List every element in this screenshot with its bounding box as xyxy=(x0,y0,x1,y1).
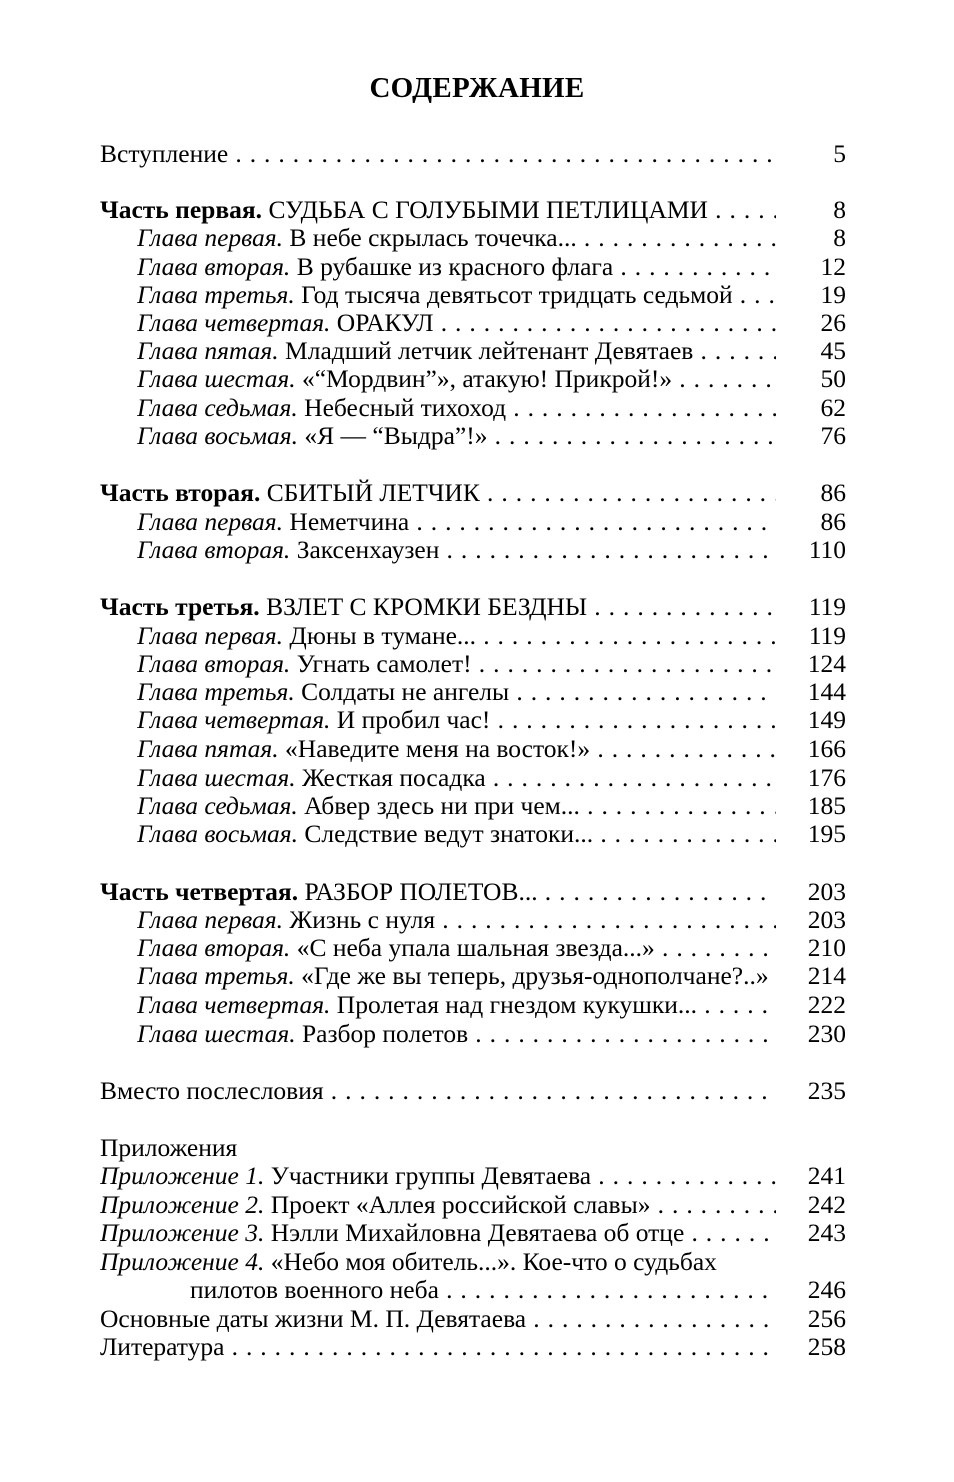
entry-text: Вступление xyxy=(100,139,229,168)
part-label: Часть третья. xyxy=(100,592,260,621)
toc-chapter xyxy=(137,280,846,310)
page-number: 149 xyxy=(807,705,846,734)
page-number: 246 xyxy=(807,1275,846,1304)
page-number: 119 xyxy=(808,621,846,650)
part-label: Часть первая. xyxy=(100,195,263,224)
page-number: 214 xyxy=(807,961,846,990)
entry-text: Основные даты жизни М. П. Девятаева xyxy=(100,1304,527,1333)
part-label: Часть вторая. xyxy=(100,478,261,507)
toc-chapter xyxy=(137,1019,846,1049)
page-number: 144 xyxy=(807,677,846,706)
entry-text: И пробил час! xyxy=(336,705,491,734)
page-number: 12 xyxy=(820,252,846,281)
entry-text: «Небо моя обитель...». Кое-что о судьбах xyxy=(270,1247,717,1276)
entry-text: Вместо послесловия xyxy=(100,1076,324,1105)
toc-chapter xyxy=(137,308,846,338)
chapter-label: Глава четвертая. xyxy=(137,990,331,1019)
chapter-label: Глава третья. xyxy=(137,961,295,990)
entry-text: Проект «Аллея российской славы» xyxy=(270,1190,651,1219)
entry-text: ОРАКУЛ xyxy=(336,308,434,337)
chapter-label: Глава пятая. xyxy=(137,734,279,763)
appendix-label: Приложение 1. xyxy=(100,1161,265,1190)
page-number: 86 xyxy=(820,478,846,507)
chapter-label: Глава вторая. xyxy=(137,535,291,564)
entry-text: СБИТЫЙ ЛЕТЧИК xyxy=(266,478,480,507)
toc-chapter xyxy=(137,364,846,394)
toc-part xyxy=(100,877,846,907)
appendix-label: Приложение 3. xyxy=(100,1218,265,1247)
page-number: 45 xyxy=(820,336,846,365)
page-number: 235 xyxy=(807,1076,846,1105)
toc-chapter xyxy=(137,763,846,793)
appendix-label: Приложение 2. xyxy=(100,1190,265,1219)
toc-chapter xyxy=(137,421,846,451)
page-number: 166 xyxy=(807,734,846,763)
chapter-label: Глава первая. xyxy=(137,223,284,252)
page-number: 242 xyxy=(807,1190,846,1219)
entry-text: Небесный тихоход xyxy=(304,393,507,422)
page-number: 19 xyxy=(820,280,846,309)
toc-chapter xyxy=(137,905,846,935)
page-number: 119 xyxy=(808,592,846,621)
chapter-label: Глава восьмая. xyxy=(137,421,299,450)
page-number: 110 xyxy=(808,535,846,564)
page-number: 86 xyxy=(820,507,846,536)
chapter-label: Глава третья. xyxy=(137,677,295,706)
entry-text: Абвер здесь ни при чем... xyxy=(304,791,580,820)
entry-text: Следствие ведут знатоки... xyxy=(304,819,594,848)
toc-chapter xyxy=(137,933,846,963)
entry-text: Приложения xyxy=(100,1133,238,1162)
page-number: 62 xyxy=(820,393,846,422)
page-number: 124 xyxy=(807,649,846,678)
page-number: 203 xyxy=(807,877,846,906)
page-number: 256 xyxy=(807,1304,846,1333)
page-number: 50 xyxy=(820,364,846,393)
page-number: 26 xyxy=(820,308,846,337)
page-number: 203 xyxy=(807,905,846,934)
chapter-label: Глава шестая. xyxy=(137,364,296,393)
toc-chapter xyxy=(137,791,846,821)
entry-text: «С неба упала шальная звезда...» xyxy=(296,933,655,962)
entry-text: «“Мордвин”», атакую! Прикрой!» xyxy=(301,364,673,393)
page-number: 8 xyxy=(833,195,846,224)
entry-text: ВЗЛЕТ С КРОМКИ БЕЗДНЫ xyxy=(266,592,588,621)
toc-appendix-continuation xyxy=(190,1275,846,1305)
appendix-label: Приложение 4. xyxy=(100,1247,265,1276)
entry-text: Младший летчик лейтенант Девятаев xyxy=(285,336,694,365)
page-number: 222 xyxy=(807,990,846,1019)
entry-text: «Наведите меня на восток!» xyxy=(285,734,591,763)
entry-text: СУДЬБА С ГОЛУБЫМИ ПЕТЛИЦАМИ xyxy=(268,195,708,224)
toc-appendix xyxy=(100,1161,846,1191)
toc-part xyxy=(100,195,846,225)
toc-appendix xyxy=(100,1247,846,1277)
chapter-label: Глава седьмая. xyxy=(137,791,298,820)
page-number: 258 xyxy=(807,1332,846,1361)
toc-chapter xyxy=(137,535,846,565)
entry-text: Жесткая посадка xyxy=(301,763,486,792)
toc-appendix xyxy=(100,1218,846,1248)
entry-text: Год тысяча девятьсот тридцать седьмой xyxy=(301,280,733,309)
page-number: 5 xyxy=(833,139,846,168)
toc-chapter xyxy=(137,705,846,735)
entry-text: РАЗБОР ПОЛЕТОВ... xyxy=(304,877,538,906)
entry-text: В рубашке из красного флага xyxy=(296,252,614,281)
chapter-label: Глава третья. xyxy=(137,280,295,309)
entry-text: Неметчина xyxy=(289,507,410,536)
chapter-label: Глава вторая. xyxy=(137,933,291,962)
toc-appendix xyxy=(100,1190,846,1220)
chapter-label: Глава четвертая. xyxy=(137,705,331,734)
toc-chapter xyxy=(137,252,846,282)
chapter-label: Глава шестая. xyxy=(137,763,296,792)
entry-text: «Где же вы теперь, друзья-однополчане?..» xyxy=(301,961,769,990)
chapter-label: Глава вторая. xyxy=(137,649,291,678)
toc-chapter xyxy=(137,677,846,707)
toc-chapter xyxy=(137,507,846,537)
page-number: 230 xyxy=(807,1019,846,1048)
entry-text: В небе скрылась точечка... xyxy=(289,223,577,252)
chapter-label: Глава вторая. xyxy=(137,252,291,281)
toc-chapter xyxy=(137,649,846,679)
page-number: 76 xyxy=(820,421,846,450)
page-number: 241 xyxy=(807,1161,846,1190)
page-number: 8 xyxy=(833,223,846,252)
page-number: 243 xyxy=(807,1218,846,1247)
chapter-label: Глава шестая. xyxy=(137,1019,296,1048)
entry-text: Участники группы Девятаева xyxy=(270,1161,592,1190)
toc-entry xyxy=(100,1076,846,1106)
entry-text: пилотов военного неба xyxy=(190,1275,439,1304)
toc-chapter xyxy=(137,990,846,1020)
toc-part xyxy=(100,592,846,622)
toc-chapter xyxy=(137,734,846,764)
page-number: 195 xyxy=(807,819,846,848)
toc-chapter xyxy=(137,621,846,651)
toc-section-heading xyxy=(100,1133,846,1163)
chapter-label: Глава четвертая. xyxy=(137,308,331,337)
toc-entry xyxy=(100,1332,846,1362)
entry-text: Жизнь с нуля xyxy=(289,905,436,934)
toc-part xyxy=(100,478,846,508)
entry-text: Разбор полетов xyxy=(301,1019,469,1048)
toc-entry xyxy=(100,139,846,169)
page-number: 210 xyxy=(807,933,846,962)
entry-text: Литература xyxy=(100,1332,225,1361)
chapter-label: Глава первая. xyxy=(137,905,284,934)
chapter-label: Глава пятая. xyxy=(137,336,279,365)
page-number: 176 xyxy=(807,763,846,792)
toc-chapter xyxy=(137,336,846,366)
toc-chapter xyxy=(137,961,846,991)
chapter-label: Глава седьмая. xyxy=(137,393,298,422)
entry-text: Пролетая над гнездом кукушки... xyxy=(336,990,698,1019)
chapter-label: Глава восьмая. xyxy=(137,819,299,848)
toc-chapter xyxy=(137,393,846,423)
entry-text: Заксенхаузен xyxy=(296,535,440,564)
toc-entry xyxy=(100,1304,846,1334)
part-label: Часть четвертая. xyxy=(100,877,299,906)
entry-text: Угнать самолет! xyxy=(296,649,472,678)
chapter-label: Глава первая. xyxy=(137,507,284,536)
toc-chapter xyxy=(137,819,846,849)
entry-text: «Я — “Выдра”!» xyxy=(304,421,488,450)
page-title: СОДЕРЖАНИЕ xyxy=(369,72,585,104)
entry-text: Солдаты не ангелы xyxy=(301,677,510,706)
entry-text: Нэлли Михайловна Девятаева об отце xyxy=(270,1218,685,1247)
entry-text: Дюны в тумане... xyxy=(289,621,477,650)
chapter-label: Глава первая. xyxy=(137,621,284,650)
page-number: 185 xyxy=(807,791,846,820)
toc-chapter xyxy=(137,223,846,253)
